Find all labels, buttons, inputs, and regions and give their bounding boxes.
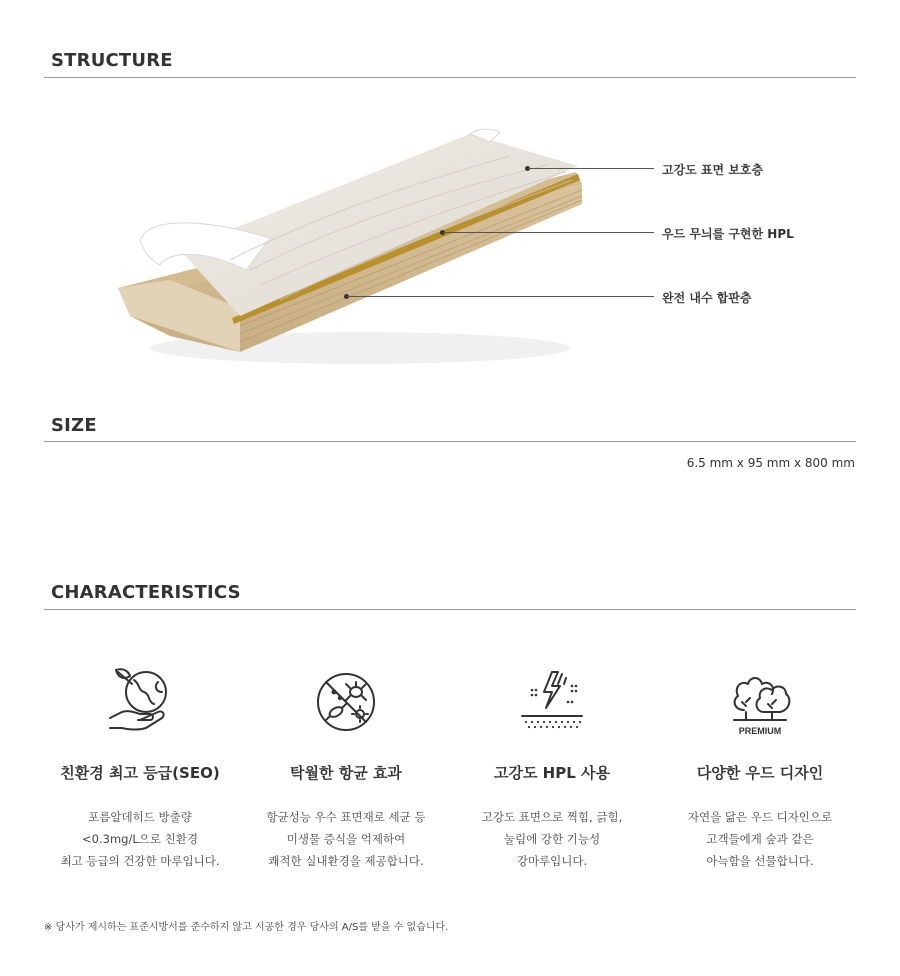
characteristics-heading: CHARACTERISTICS: [51, 582, 241, 603]
callout-line-surface: [528, 168, 654, 169]
feature-eco: [40, 662, 240, 872]
feature-title: 탁월한 항균 효과: [290, 764, 402, 782]
feature-hpl: [452, 662, 652, 872]
antibacterial-icon: [306, 662, 386, 742]
feature-description: [246, 806, 446, 872]
feature-description: [660, 806, 860, 872]
feature-description-line: 강마루입니다.: [516, 854, 588, 868]
feature-description: [452, 806, 652, 872]
feature-description-line: 포름알데히드 방출량: [88, 810, 192, 824]
feature-title: 고강도 HPL 사용: [493, 764, 610, 782]
layer-label-surface: 고강도 표면 보호층: [662, 163, 764, 177]
floor-plank-image: [110, 120, 590, 380]
feature-description-line: <0.3mg/L으로 친환경: [82, 832, 198, 846]
callout-line-plywood: [347, 296, 654, 297]
feature-title: 다양한 우드 디자인: [696, 764, 824, 782]
eco-earth-hand-icon: [100, 662, 180, 742]
size-heading: SIZE: [51, 415, 97, 436]
feature-description-line: 고객들에게 숲과 같은: [706, 832, 814, 846]
feature-description-line: 항균성능 우수 표면재로 세균 등: [266, 810, 426, 824]
feature-description: [40, 806, 240, 872]
high-strength-lightning-icon: [512, 662, 592, 742]
feature-description-line: 미생물 증식을 억제하여: [286, 832, 406, 846]
feature-description-line: 쾌적한 실내환경을 제공합니다.: [268, 854, 424, 868]
feature-description-line: 고강도 표면으로 찍힘, 긁힘,: [481, 810, 623, 824]
layer-label-hpl: 우드 무늬를 구현한 HPL: [662, 227, 794, 241]
feature-description-line: 눌림에 강한 기능성: [503, 832, 601, 846]
feature-description-line: 최고 등급의 건강한 마루입니다.: [60, 854, 220, 868]
structure-heading: STRUCTURE: [51, 50, 173, 71]
footnote: ※ 당사가 제시하는 표준시방서를 준수하지 않고 시공한 경우 당사의 A/S를 받을 수 없습니다.: [44, 922, 449, 933]
feature-description-line: 자연을 닮은 우드 디자인으로: [687, 810, 833, 824]
callout-line-hpl: [443, 232, 654, 233]
layer-label-plywood: 완전 내수 합판층: [662, 291, 752, 305]
premium-text: PREMIUM: [738, 726, 782, 736]
feature-wood-design: [660, 662, 860, 872]
feature-description-line: 아늑함을 선물합니다.: [706, 854, 814, 868]
feature-antibacterial: [246, 662, 446, 872]
size-divider: [44, 441, 856, 442]
size-value: 6.5 mm x 95 mm x 800 mm: [686, 456, 855, 470]
premium-trees-icon: [720, 662, 800, 742]
characteristics-divider: [44, 609, 856, 610]
structure-divider: [44, 77, 856, 78]
feature-title: 친환경 최고 등급(SEO): [60, 764, 220, 782]
